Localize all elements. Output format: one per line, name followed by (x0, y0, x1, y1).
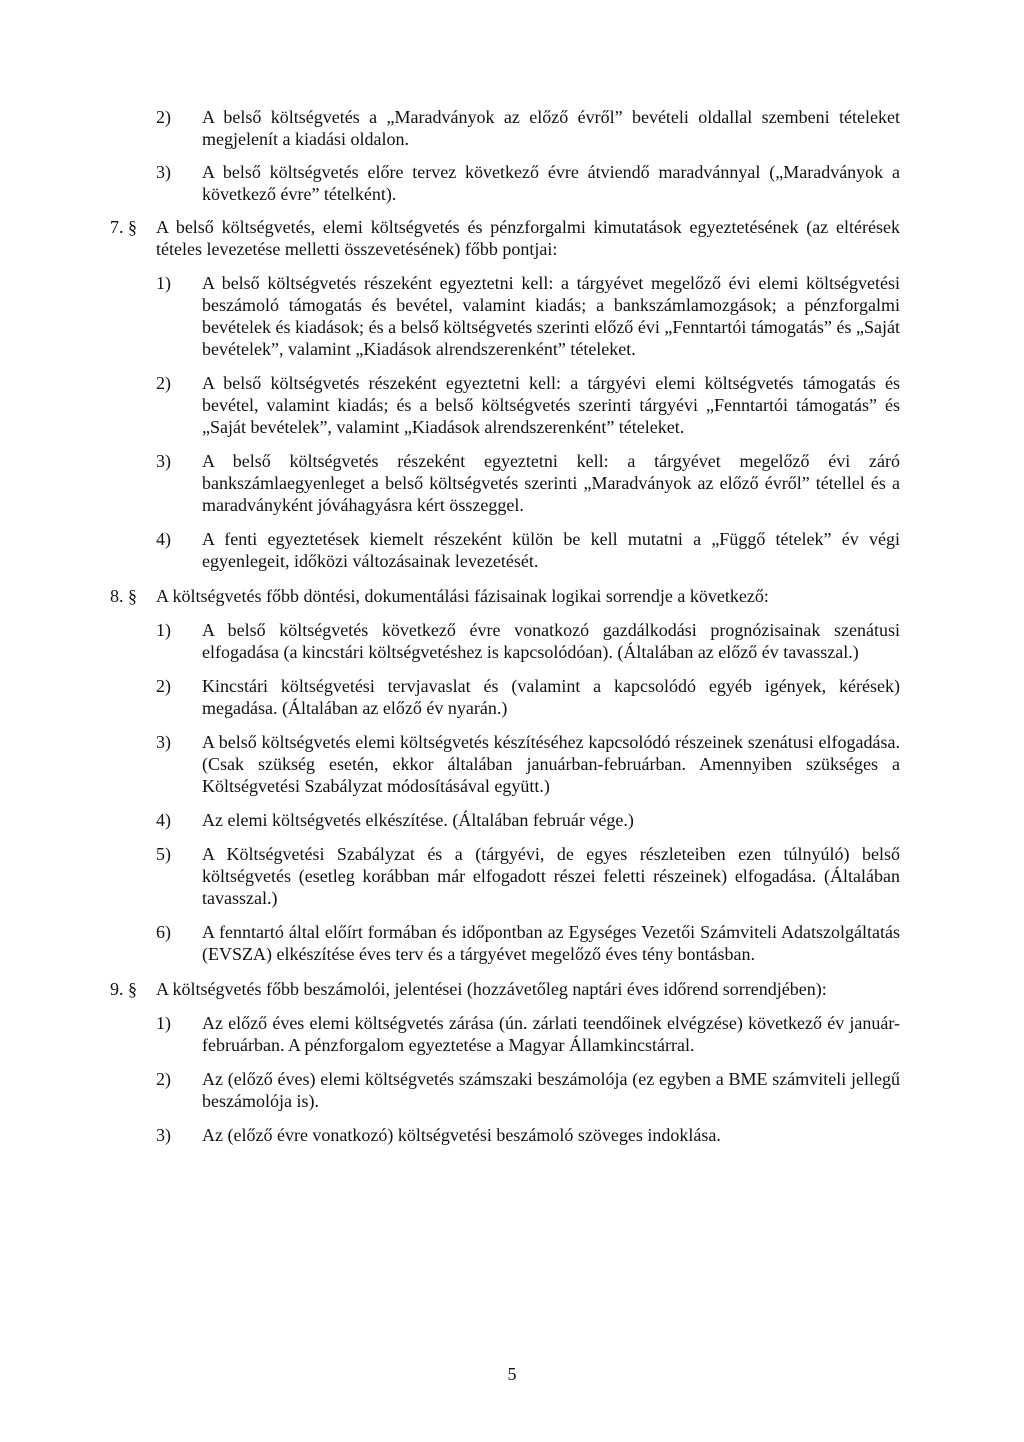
item-text: Kincstári költségvetési tervjavaslat és (valamint a kapcsolódó egyéb igények, kérések) megadása. (Általában az előző év nyarán.) (202, 676, 900, 718)
section-number: 8. § (110, 586, 137, 606)
item-text: A belső költségvetés részeként egyeztetni kell: a tárgyévet megelőző évi elemi költségvetési beszámoló támogatás és bevétel, valamint kiadás; a bankszámlamozgások; a pénzforgalmi bevételek és kiadások; és a belső költségvetés szerinti előző évi „Fenntartói támogatás” és „Saját bevételek”, valamint „Kiadások alrendszerenként” tételeket. (202, 273, 900, 359)
item-text: A belső költségvetés a „Maradványok az előző évről” bevételi oldallal szembeni tételeket megjelenít a kiadási oldalon. (202, 107, 900, 149)
list-item (156, 619, 900, 663)
section-heading: A költségvetés főbb döntési, dokumentálási fázisainak logikai sorrendje a következő: (156, 586, 769, 606)
section-7 (110, 216, 900, 260)
list-item (156, 450, 900, 516)
item-number: 6) (156, 922, 171, 942)
section-heading: A költségvetés főbb beszámolói, jelentései (hozzávetőleg naptári éves időrend sorrendjében): (156, 979, 827, 999)
list-item (156, 1124, 900, 1146)
item-number: 3) (156, 1125, 171, 1145)
section-number: 7. § (110, 217, 137, 237)
list-item (156, 809, 900, 831)
section-9 (110, 978, 900, 1000)
item-number: 1) (156, 273, 171, 293)
item-text: A belső költségvetés következő évre vonatkozó gazdálkodási prognózisainak szenátusi elfogadása (a kincstári költségvetéshez is kapcsolódóan). (Általában az előző év tavasszal.) (202, 620, 900, 662)
document-body (110, 106, 900, 1146)
item-text: Az (előző éves) elemi költségvetés számszaki beszámolója (ez egyben a BME számviteli jellegű beszámolója is). (202, 1069, 900, 1111)
item-number: 2) (156, 1069, 171, 1089)
item-text: A fenti egyeztetések kiemelt részeként külön be kell mutatni a „Függő tételek” év végi egyenlegeit, időközi változásainak levezetését. (202, 529, 900, 571)
item-number: 1) (156, 1013, 171, 1033)
item-number: 3) (156, 732, 171, 752)
item-text: A belső költségvetés előre tervez következő évre átviendő maradvánnyal („Maradványok a következő évre” tételként). (202, 162, 900, 204)
list-item (156, 528, 900, 572)
item-text: A Költségvetési Szabályzat és a (tárgyévi, de egyes részleteiben ezen túlnyúló) belső költségvetés (esetleg korábban már elfogadott részei feletti részeinek) elfogadása. (Általában tavasszal.) (202, 844, 900, 908)
list-item (156, 675, 900, 719)
page-number: 5 (507, 1364, 517, 1384)
item-number: 2) (156, 373, 171, 393)
section-heading: A belső költségvetés, elemi költségvetés és pénzforgalmi kimutatások egyeztetésének (az eltérések tételes levezetése melletti összevetésének) főbb pontjai: (156, 217, 900, 259)
item-number: 2) (156, 107, 171, 127)
item-text: A belső költségvetés elemi költségvetés készítéséhez kapcsolódó részeinek szenátusi elfogadása. (Csak szükség esetén, ekkor általában januárban-februárban. Amennyiben szükséges a Költségvetési Szabályzat módosításával együtt.) (202, 732, 900, 796)
list-item (156, 161, 900, 205)
item-number: 5) (156, 844, 171, 864)
item-number: 3) (156, 162, 171, 182)
item-number: 2) (156, 676, 171, 696)
list-item (156, 272, 900, 360)
item-number: 1) (156, 620, 171, 640)
item-text: Az előző éves elemi költségvetés zárása (ún. zárlati teendőinek elvégzése) következő év január-februárban. A pénzforgalom egyeztetése a Magyar Államkincstárral. (202, 1013, 900, 1055)
list-item (156, 1068, 900, 1112)
list-item (156, 843, 900, 909)
item-number: 4) (156, 810, 171, 830)
list-item (156, 1012, 900, 1056)
item-text: A belső költségvetés részeként egyeztetni kell: a tárgyévet megelőző évi záró bankszámlaegyenleget a belső költségvetés szerinti „Maradványok az előző évről” tétellel és a maradványként jóváhagyásra kért összeggel. (202, 451, 900, 515)
item-number: 4) (156, 529, 171, 549)
list-item (156, 731, 900, 797)
item-text: A fenntartó által előírt formában és időpontban az Egységes Vezetői Számviteli Adatszolgáltatás (EVSZA) elkészítése éves terv és a tárgyévet megelőző éves tény bontásban. (202, 922, 900, 964)
item-text: Az (előző évre vonatkozó) költségvetési beszámoló szöveges indoklása. (202, 1125, 721, 1145)
section-number: 9. § (110, 979, 137, 999)
item-number: 3) (156, 451, 171, 471)
section-8 (110, 585, 900, 607)
item-text: A belső költségvetés részeként egyeztetni kell: a tárgyévi elemi költségvetés támogatás és bevétel, valamint kiadás; és a belső költségvetés szerinti tárgyévi „Fenntartói támogatás” és „Saját bevételek”, valamint „Kiadások alrendszerenként” tételeket. (202, 373, 900, 437)
list-item (156, 921, 900, 965)
list-item (156, 372, 900, 438)
item-text: Az elemi költségvetés elkészítése. (Általában február vége.) (202, 810, 634, 830)
list-item (156, 106, 900, 150)
